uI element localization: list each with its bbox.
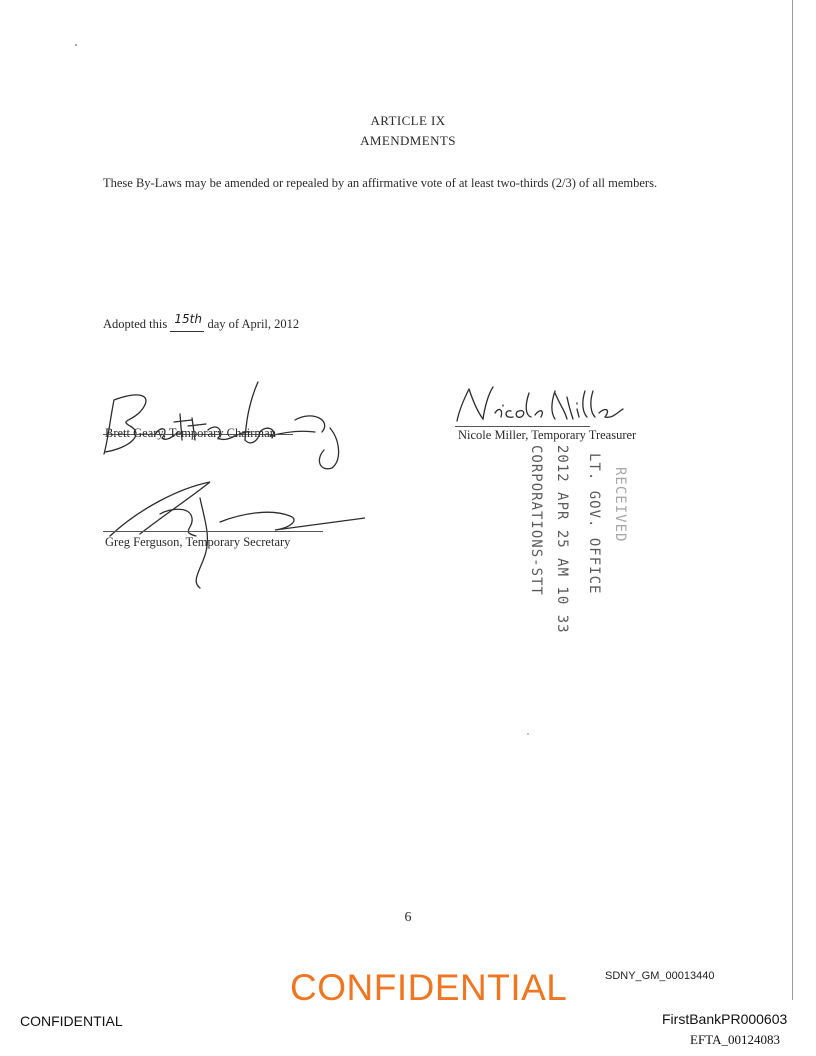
adoption-line xyxy=(103,312,300,332)
scan-speck xyxy=(75,44,77,46)
adoption-prefix: Adopted this xyxy=(103,317,168,331)
secretary-caption: Greg Ferguson, Temporary Secretary xyxy=(105,535,291,549)
adoption-day: 15th xyxy=(174,312,202,326)
article-subtitle: AMENDMENTS xyxy=(360,133,456,148)
chairman-signature xyxy=(100,370,365,470)
treasurer-signature xyxy=(455,383,625,428)
adoption-suffix: day of April, 2012 xyxy=(207,317,300,331)
efta-number: EFTA_00124083 xyxy=(690,1032,780,1047)
treasurer-caption: Nicole Miller, Temporary Treasurer xyxy=(458,428,637,442)
bates-number-sdny: SDNY_GM_00013440 xyxy=(605,970,715,982)
secretary-signature-line xyxy=(103,531,323,532)
article-title: ARTICLE IX xyxy=(370,113,446,128)
scan-speck xyxy=(527,733,529,735)
chairman-caption: Brett Geary, Temporary Chairman xyxy=(105,426,276,440)
scan-edge-line xyxy=(792,0,793,1000)
bates-number-firstbank: FirstBankPR000603 xyxy=(662,1011,788,1027)
confidential-watermark: CONFIDENTIAL xyxy=(290,967,568,1008)
adoption-day-blank xyxy=(170,312,204,332)
confidential-label: CONFIDENTIAL xyxy=(20,1013,123,1029)
stamp-line-received: RECEIVED xyxy=(612,467,628,543)
stamp-line-date: 2012 APR 25 AM 10 33 xyxy=(554,445,570,634)
amendment-paragraph: These By-Laws may be amended or repealed by an affirmative vote of at least two-thirds (2/3) of all members. xyxy=(103,176,658,190)
stamp-line-office: LT. GOV. OFFICE xyxy=(586,453,602,595)
treasurer-signature-line xyxy=(455,426,590,427)
page-number: 6 xyxy=(404,910,412,925)
received-stamp xyxy=(522,445,642,634)
stamp-line-corporations: CORPORATIONS-STT xyxy=(528,445,544,596)
